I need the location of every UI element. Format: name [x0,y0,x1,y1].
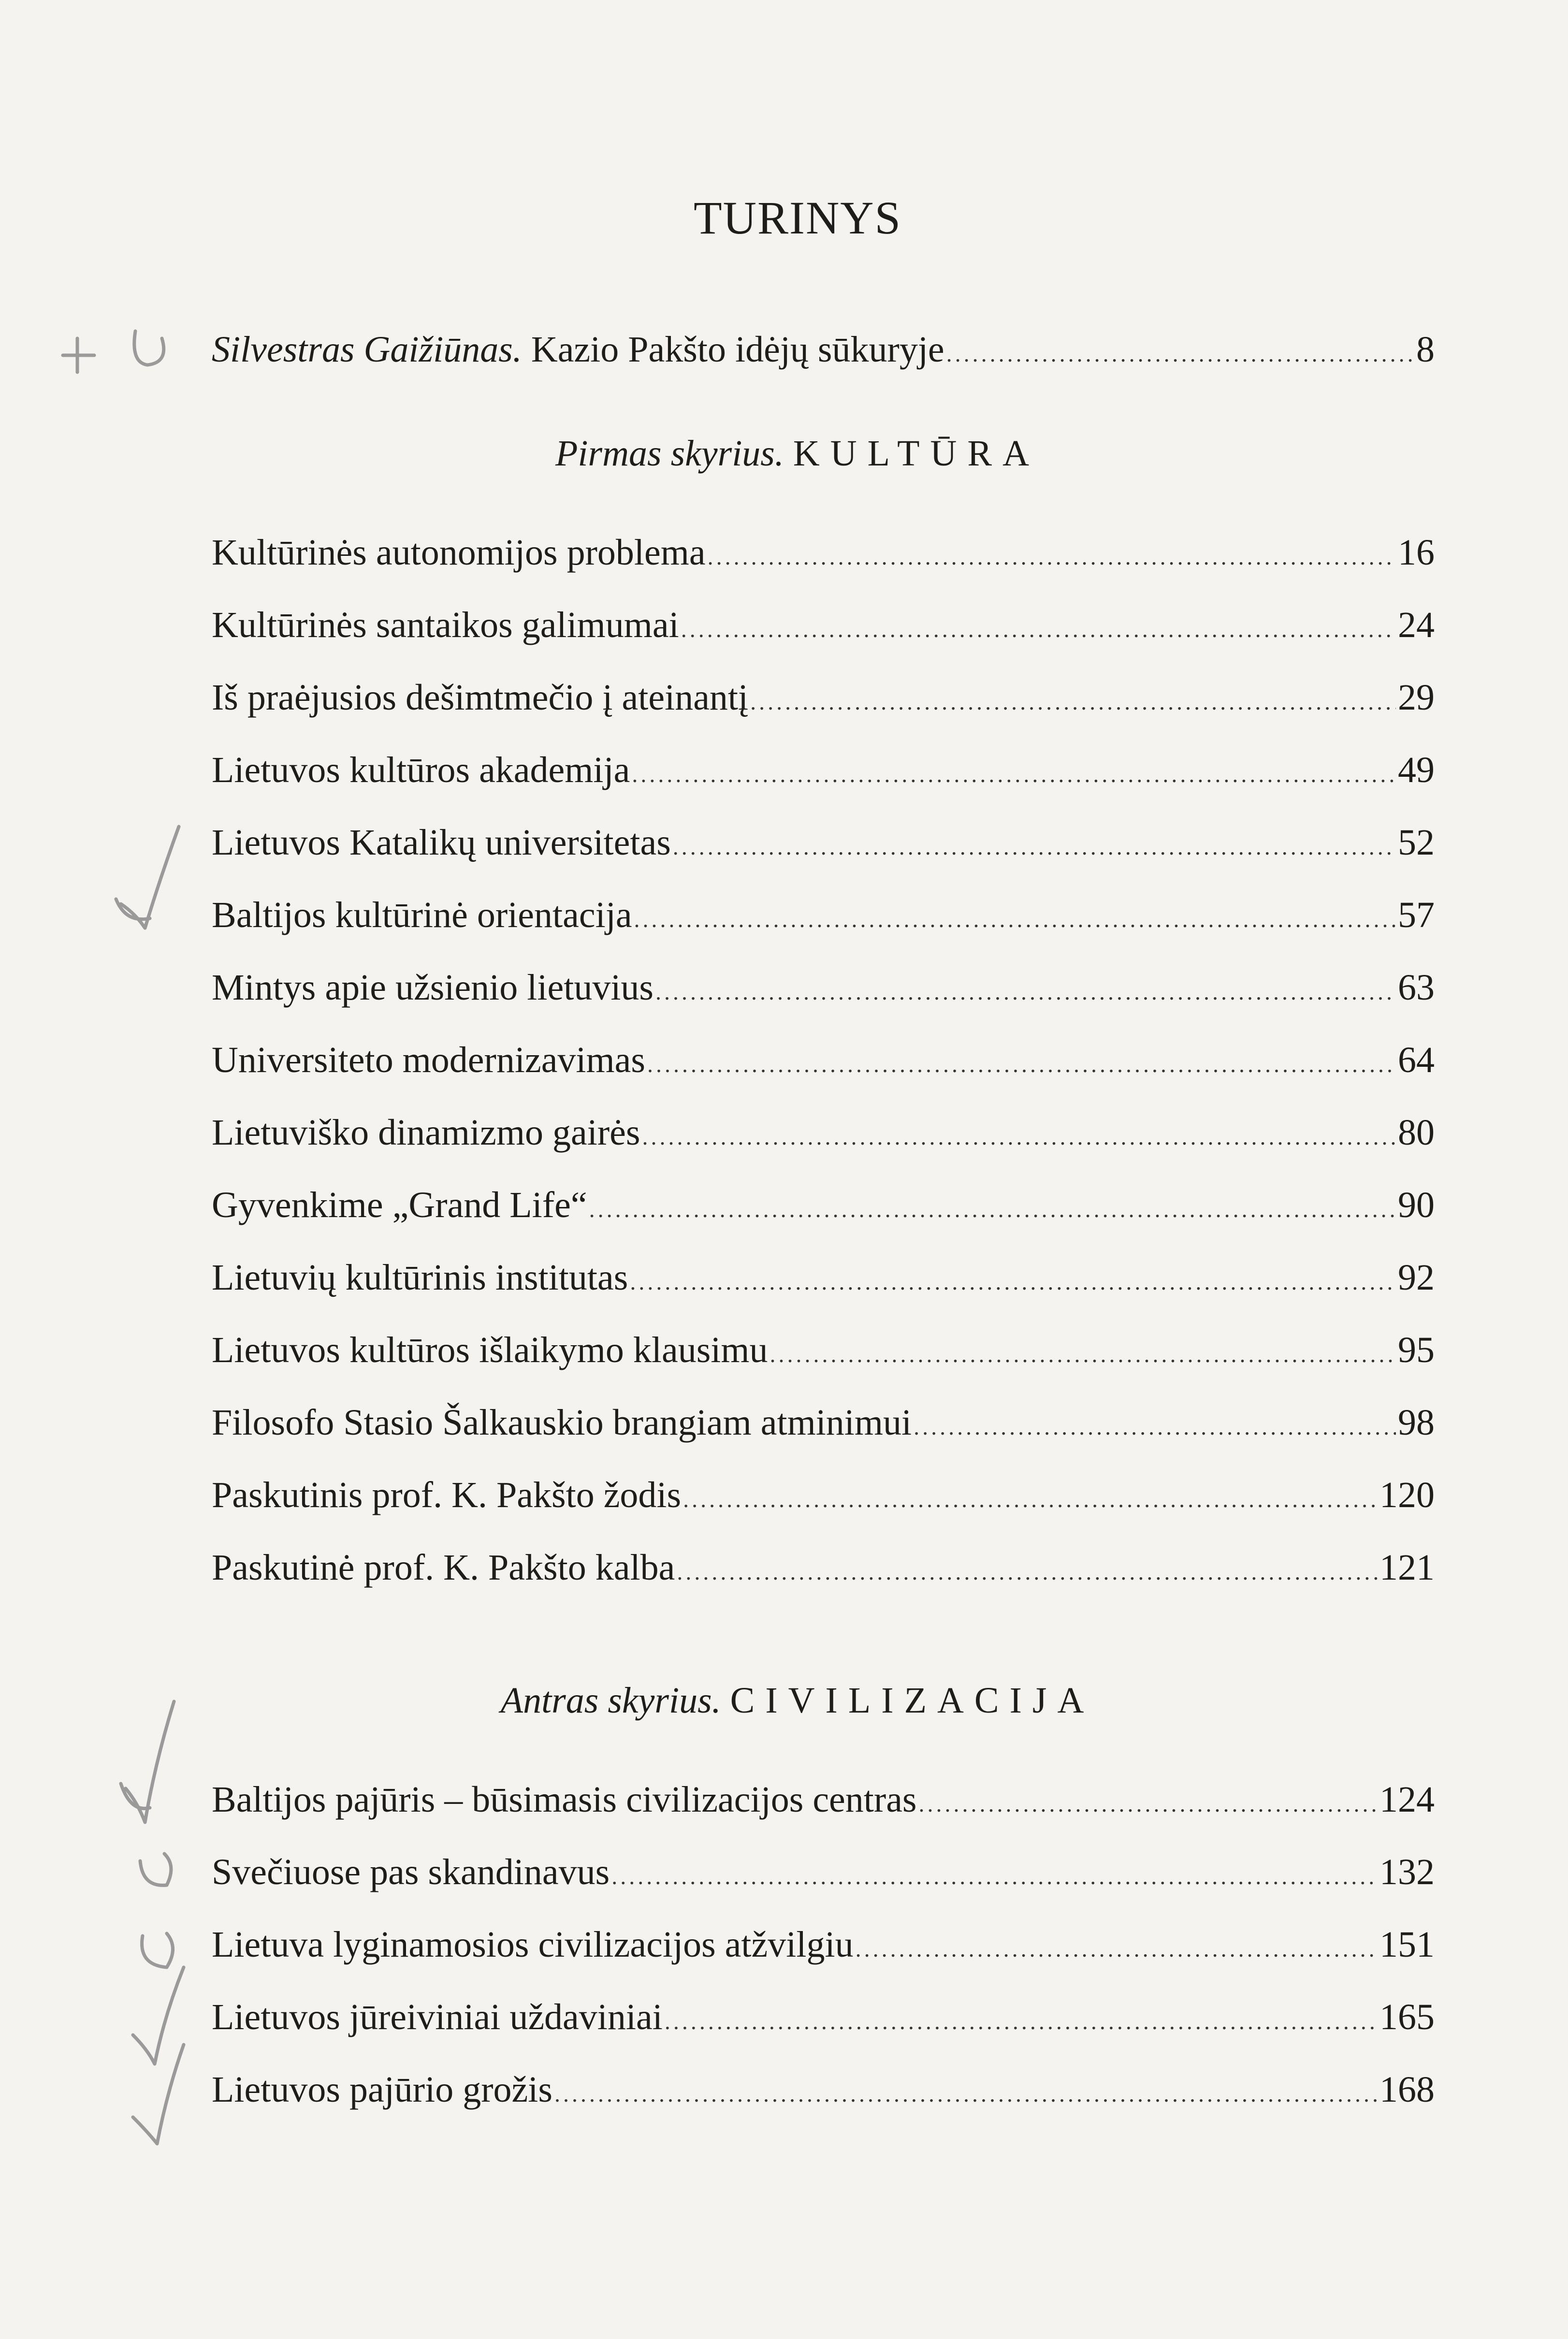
page-number: 57 [1398,895,1435,935]
intro-title: Kazio Pakšto idėjų sūkuryje [531,329,944,370]
toc-entry[interactable] [212,894,1435,947]
dot-leader [946,341,1414,367]
dot-leader [914,1414,1396,1440]
toc-entry[interactable] [212,604,1435,657]
entry-title: Kultūrinės autonomijos problema [212,532,706,573]
entry-title: Kultūrinės santaikos galimumai [212,605,679,645]
toc-entry[interactable] [212,1039,1435,1092]
toc-entry-intro[interactable] [212,329,1435,382]
page-number: 90 [1398,1185,1435,1225]
dot-leader [554,2081,1378,2107]
dot-leader [770,1341,1396,1368]
entry-title: Mintys apie užsienio lietuvius [212,967,654,1008]
entry-title: Lietuvos pajūrio grožis [212,2069,552,2110]
page-number: 121 [1379,1547,1435,1588]
section-heading-kultura [0,433,1568,475]
toc-entry[interactable] [212,1924,1435,1977]
toc-entry[interactable] [212,1257,1435,1310]
toc-entry[interactable] [212,1112,1435,1165]
dot-leader [632,761,1396,788]
pencil-plus-mark-icon [58,309,193,387]
intro-author: Silvestras Gaižiūnas. [212,329,522,370]
entry-title: Paskutinis prof. K. Pakšto žodis [212,1475,682,1515]
entry-title: Iš praėjusios dešimtmečio į ateinantį [212,677,749,718]
toc-entry[interactable] [212,822,1435,875]
page-number: 120 [1379,1475,1435,1515]
entry-title: Lietuvos kultūros išlaikymo klausimu [212,1330,768,1370]
page-number: 92 [1398,1257,1435,1298]
page-number: 64 [1398,1040,1435,1080]
toc-entry[interactable] [212,1474,1435,1527]
dot-leader [683,1486,1378,1513]
page-number: 29 [1398,677,1435,718]
page-number: 80 [1398,1112,1435,1153]
page-number: 124 [1379,1779,1435,1820]
page-title: TURINYS [693,192,901,244]
dot-leader [655,979,1396,1005]
dot-leader [665,2008,1378,2035]
dot-leader [677,1559,1378,1585]
dot-leader [589,1196,1396,1223]
toc-entry[interactable] [212,1402,1435,1455]
pencil-check-mark-icon [121,2040,203,2151]
dot-leader [681,616,1396,643]
toc-entry[interactable] [212,749,1435,802]
page-number: 132 [1379,1852,1435,1892]
entry-title: Svečiuose pas skandinavus [212,1852,610,1892]
entry-title: Baltijos kultūrinė orientacija [212,895,632,935]
entry-title: Universiteto modernizavimas [212,1040,645,1080]
section-heading-civilizacija [0,1680,1568,1722]
toc-entry[interactable] [212,532,1435,585]
page-number: 49 [1398,750,1435,790]
page-number: 63 [1398,967,1435,1008]
page-number: 16 [1398,532,1435,573]
entry-title: Paskutinė prof. K. Pakšto kalba [212,1547,675,1588]
toc-entry[interactable] [212,1851,1435,1904]
page-number: 8 [1416,329,1435,370]
entry-title: Baltijos pajūris – būsimasis civilizacijos centras [212,1779,917,1820]
entry-title: Lietuvos jūreiviniai uždaviniai [212,1997,663,2037]
toc-entry[interactable] [212,1996,1435,2049]
entry-title: Lietuvos Katalikų universitetas [212,822,671,863]
page-number: 95 [1398,1330,1435,1370]
dot-leader [630,1269,1396,1295]
section-label: Antras skyrius. [500,1680,721,1721]
dot-leader [647,1051,1396,1078]
entry-title: Lietuva lyginamosios civilizacijos atžvilgiu [212,1924,854,1965]
section-name: CIVILIZACIJA [730,1680,1095,1721]
pencil-check-mark-icon [106,817,193,943]
page-number: 168 [1379,2069,1435,2110]
toc-entry[interactable] [212,2069,1435,2122]
dot-leader [673,834,1396,860]
entry-title: Lietuviško dinamizmo gairės [212,1112,640,1153]
dot-leader [750,689,1396,715]
section-name: KULTŪRA [793,433,1040,474]
dot-leader [642,1124,1396,1150]
dot-leader [919,1791,1378,1817]
page-number: 165 [1379,1997,1435,2037]
toc-entry[interactable] [212,1184,1435,1237]
toc-entry[interactable] [212,1779,1435,1832]
toc-entry[interactable] [212,967,1435,1020]
entry-title: Lietuvos kultūros akademija [212,750,630,790]
page-number: 24 [1398,605,1435,645]
dot-leader [856,1936,1378,1962]
page-number: 98 [1398,1402,1435,1443]
pencil-square-mark-icon [121,1837,189,1904]
dot-leader [611,1863,1378,1890]
entry-title: Filosofo Stasio Šalkauskio brangiam atminimui [212,1402,912,1443]
page-number: 151 [1379,1924,1435,1965]
toc-entry[interactable] [212,1329,1435,1382]
toc-entry[interactable] [212,1547,1435,1600]
toc-entry[interactable] [212,677,1435,730]
dot-leader [634,906,1396,933]
page-number: 52 [1398,822,1435,863]
pencil-check-mark-icon [111,1692,193,1837]
entry-title: Gyvenkime „Grand Life“ [212,1185,587,1225]
section-label: Pirmas skyrius. [555,433,784,474]
dot-leader [708,544,1396,570]
entry-title: Lietuvių kultūrinis institutas [212,1257,628,1298]
